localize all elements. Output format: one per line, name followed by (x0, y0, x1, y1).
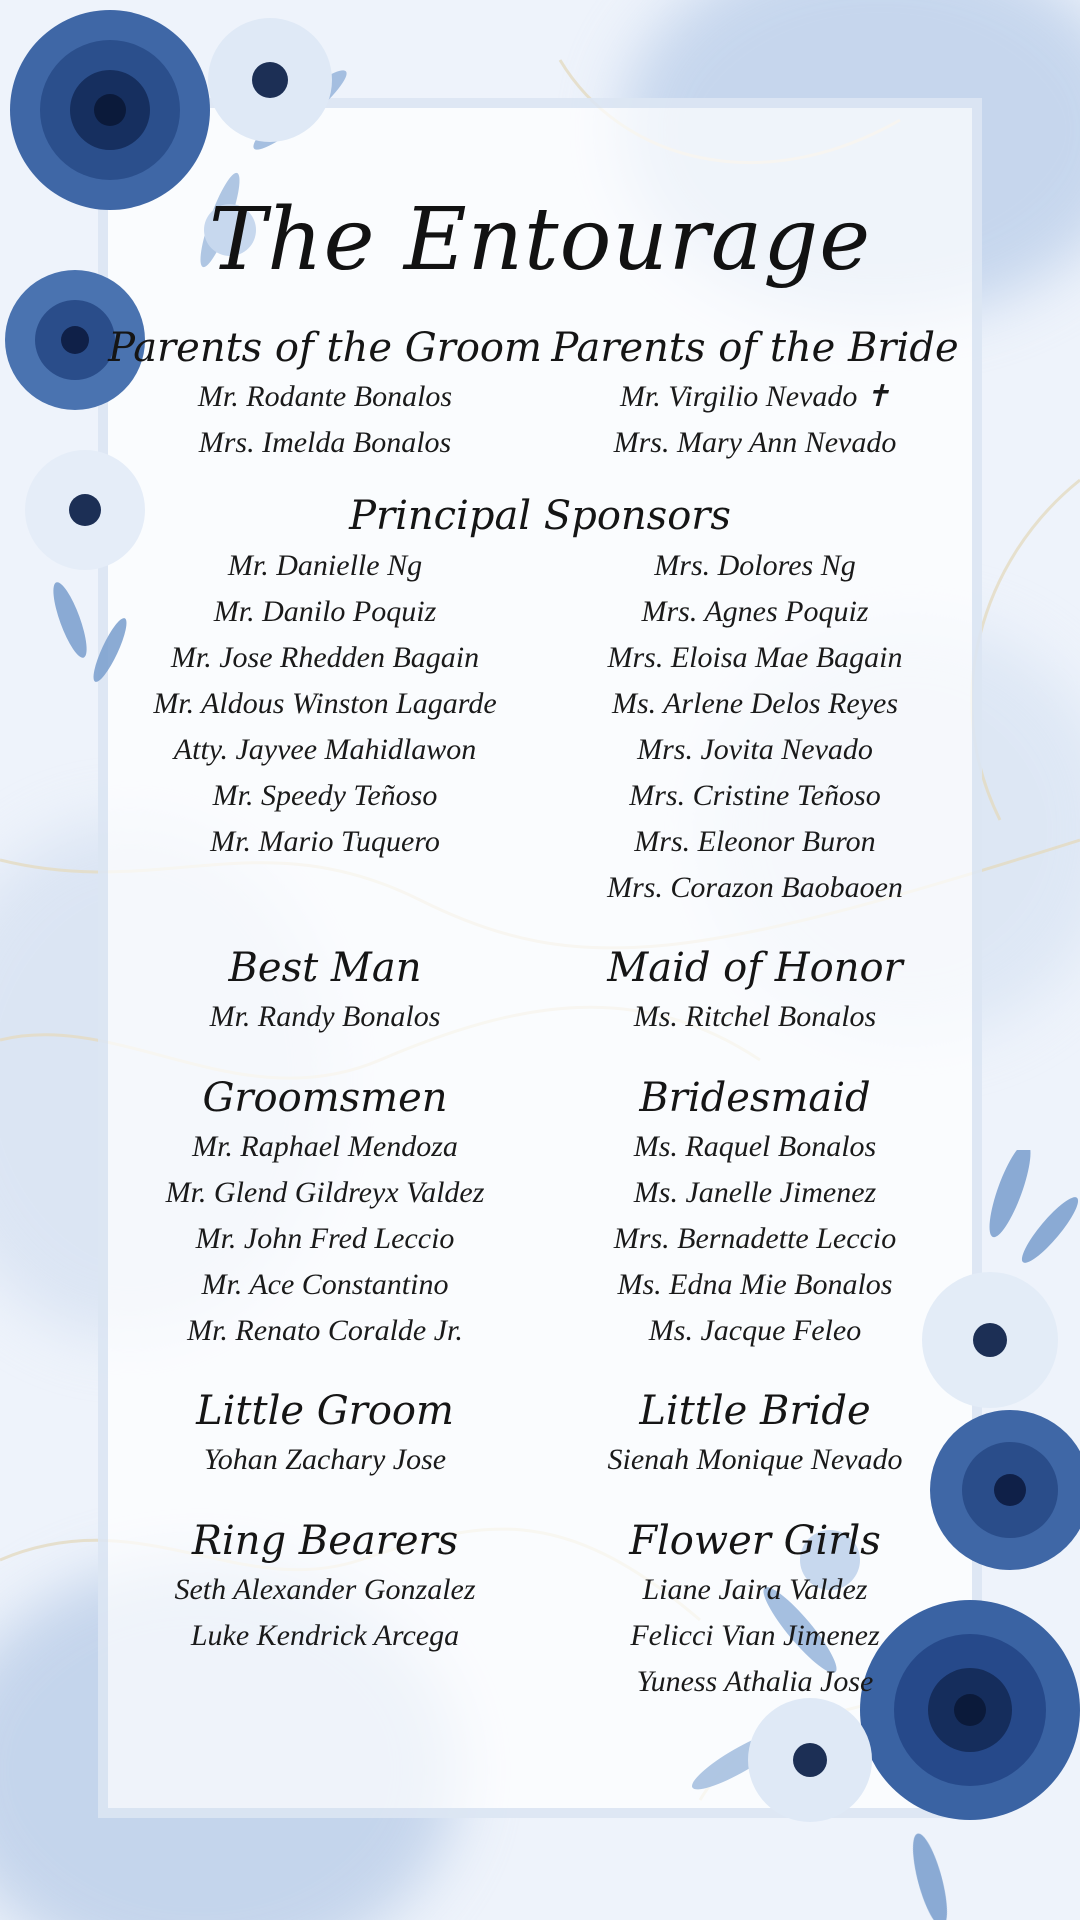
name-entry: Mr. Danielle Ng (227, 549, 423, 582)
name-entry: Mr. Glend Gildreyx Valdez (165, 1176, 485, 1209)
bridesmaid-section (535, 1072, 975, 1354)
page-title: The Entourage (208, 190, 872, 290)
name-entry: Mr. Speedy Teñoso (212, 779, 438, 812)
name-entry: Mr. Aldous Winston Lagarde (153, 687, 497, 720)
maid-of-honor-section (535, 942, 975, 1040)
name-entry: Yuness Athalia Jose (636, 1665, 874, 1698)
name-entry: Mr. Virgilio Nevado ✝ (619, 380, 891, 413)
name-entry: Liane Jaira Valdez (642, 1573, 868, 1606)
sponsors-left-list (105, 543, 545, 865)
name-entry: Mr. Mario Tuquero (210, 825, 440, 858)
section-heading: Ring Bearers (191, 1518, 459, 1564)
name-entry: Ms. Janelle Jimenez (633, 1176, 877, 1209)
name-entry: Mrs. Dolores Ng (654, 549, 856, 582)
name-entry: Seth Alexander Gonzalez (174, 1573, 476, 1606)
sponsors-right-list (535, 543, 975, 911)
section-heading: Groomsmen (202, 1075, 448, 1121)
name-entry: Mrs. Cristine Teñoso (629, 779, 881, 812)
little-groom-section (105, 1385, 545, 1483)
name-entry: Ms. Ritchel Bonalos (633, 1000, 877, 1033)
section-heading: Flower Girls (629, 1518, 881, 1564)
name-entry: Mr. Raphael Mendoza (192, 1130, 458, 1163)
name-entry: Mr. John Fred Leccio (195, 1222, 455, 1255)
section-heading: Parents of the Groom (108, 325, 542, 371)
little-bride-section (535, 1385, 975, 1483)
name-entry: Ms. Edna Mie Bonalos (617, 1268, 893, 1301)
name-entry: Luke Kendrick Arcega (190, 1619, 460, 1652)
section-heading: Little Groom (196, 1388, 454, 1434)
name-entry: Mrs. Bernadette Leccio (613, 1222, 897, 1255)
section-heading: Best Man (228, 945, 422, 991)
sponsors-heading: Principal Sponsors (349, 493, 731, 539)
name-entry: Mr. Jose Rhedden Bagain (170, 641, 480, 674)
section-heading: Bridesmaid (639, 1075, 871, 1121)
groomsmen-section (105, 1072, 545, 1354)
name-entry: Mrs. Imelda Bonalos (198, 426, 452, 459)
name-entry: Mr. Randy Bonalos (209, 1000, 441, 1033)
name-entry: Ms. Arlene Delos Reyes (611, 687, 899, 720)
best-man-section (105, 942, 545, 1040)
name-entry: Mrs. Eloisa Mae Bagain (607, 641, 903, 674)
name-entry: Atty. Jayvee Mahidlawon (173, 733, 477, 766)
groom-parents-section (105, 322, 545, 466)
name-entry: Ms. Raquel Bonalos (633, 1130, 877, 1163)
name-entry: Ms. Jacque Feleo (648, 1314, 862, 1347)
name-entry: Mr. Rodante Bonalos (197, 380, 453, 413)
name-entry: Sienah Monique Nevado (607, 1443, 903, 1476)
section-heading: Little Bride (639, 1388, 871, 1434)
name-entry: Mr. Ace Constantino (201, 1268, 449, 1301)
name-entry: Mrs. Agnes Poquiz (641, 595, 869, 628)
name-entry: Felicci Vian Jimenez (630, 1619, 880, 1652)
name-entry: Mrs. Eleonor Buron (634, 825, 876, 858)
ring-bearers-section (105, 1515, 545, 1659)
name-entry: Mrs. Mary Ann Nevado (613, 426, 897, 459)
section-heading: Parents of the Bride (551, 325, 959, 371)
bride-parents-section (535, 322, 975, 466)
name-entry: Mr. Renato Coralde Jr. (187, 1314, 463, 1347)
name-entry: Mr. Danilo Poquiz (213, 595, 437, 628)
name-entry: Mrs. Jovita Nevado (637, 733, 873, 766)
flower-girls-section (535, 1515, 975, 1705)
name-entry: Mrs. Corazon Baobaoen (607, 871, 903, 904)
section-heading: Maid of Honor (607, 945, 903, 991)
name-entry: Yohan Zachary Jose (203, 1443, 447, 1476)
